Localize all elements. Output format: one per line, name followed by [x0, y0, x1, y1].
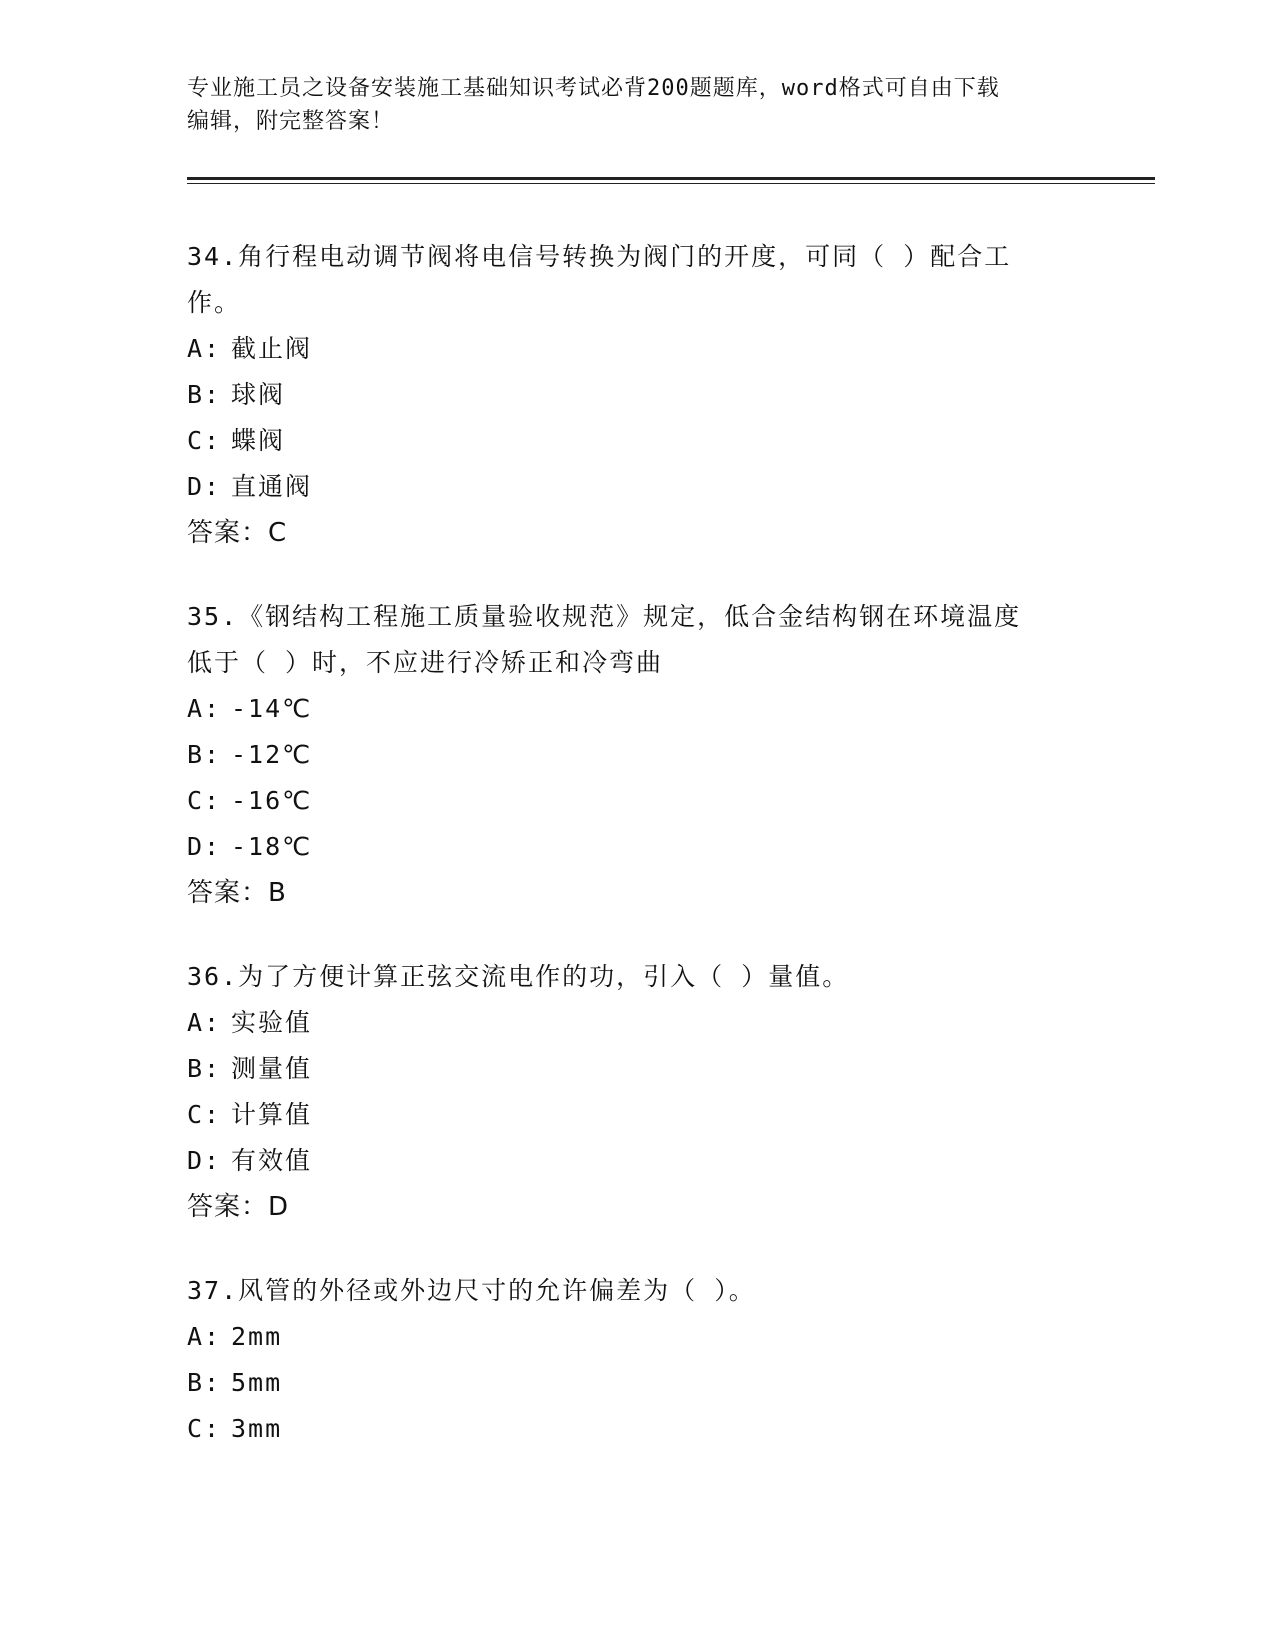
- question-35: [187, 594, 1087, 916]
- option-b: [187, 1046, 1087, 1092]
- option-letter: A:: [187, 334, 222, 363]
- option-text: 计算值: [231, 1100, 313, 1129]
- header-divider-thick: [187, 177, 1155, 180]
- option-b: [187, 372, 1087, 418]
- option-text: 有效值: [231, 1146, 313, 1175]
- option-text: 蝶阀: [231, 426, 286, 455]
- option-letter: A:: [187, 1322, 222, 1351]
- answer-line: 答案：B: [187, 878, 287, 908]
- option-letter: A:: [187, 694, 222, 723]
- option-letter: D:: [187, 832, 222, 861]
- header-title-line-2: 编辑，附完整答案！: [187, 109, 395, 134]
- option-letter: B:: [187, 1054, 222, 1083]
- question-34: [187, 234, 1087, 556]
- question-stem-line-1: 34.角行程电动调节阀将电信号转换为阀门的开度，可同（ ）配合工: [187, 242, 1012, 271]
- option-d: [187, 1138, 1087, 1184]
- option-letter: A:: [187, 1008, 222, 1037]
- option-letter: B:: [187, 1368, 222, 1397]
- option-text: -12℃: [231, 740, 313, 769]
- answer-line: 答案：D: [187, 1192, 290, 1222]
- option-c: [187, 1406, 1087, 1452]
- question-36: [187, 954, 1087, 1230]
- option-a: [187, 1314, 1087, 1360]
- option-text: 截止阀: [231, 334, 313, 363]
- question-stem: [187, 234, 1087, 326]
- question-stem-line-1: 36.为了方便计算正弦交流电作的功，引入（ ）量值。: [187, 962, 850, 991]
- option-b: [187, 732, 1087, 778]
- option-c: [187, 418, 1087, 464]
- question-stem-line-1: 35.《钢结构工程施工质量验收规范》规定，低合金结构钢在环境温度: [187, 602, 1022, 631]
- question-stem: [187, 954, 1087, 1000]
- option-letter: D:: [187, 1146, 222, 1175]
- option-letter: C:: [187, 1100, 222, 1129]
- option-text: -16℃: [231, 786, 313, 815]
- option-letter: B:: [187, 740, 222, 769]
- header-divider-thin: [187, 183, 1155, 184]
- option-text: 5mm: [231, 1368, 283, 1397]
- question-stem-line-1: 37.风管的外径或外边尺寸的允许偏差为（ ）。: [187, 1276, 756, 1305]
- option-text: -18℃: [231, 832, 313, 861]
- question-37: [187, 1268, 1087, 1452]
- option-a: [187, 686, 1087, 732]
- option-letter: C:: [187, 1414, 222, 1443]
- option-letter: C:: [187, 786, 222, 815]
- answer-line: 答案：C: [187, 518, 288, 548]
- option-letter: C:: [187, 426, 222, 455]
- question-stem: [187, 1268, 1087, 1314]
- option-a: [187, 1000, 1087, 1046]
- option-text: 3mm: [231, 1414, 283, 1443]
- document-header: [187, 72, 1087, 138]
- option-d: [187, 824, 1087, 870]
- option-d: [187, 464, 1087, 510]
- question-stem-line-2: 作。: [187, 288, 242, 317]
- option-letter: D:: [187, 472, 222, 501]
- option-a: [187, 326, 1087, 372]
- header-title-line-1: 专业施工员之设备安装施工基础知识考试必背200题题库，word格式可自由下载: [187, 76, 1000, 101]
- option-text: 2mm: [231, 1322, 283, 1351]
- option-letter: B:: [187, 380, 222, 409]
- option-text: 实验值: [231, 1008, 313, 1037]
- question-stem: [187, 594, 1087, 686]
- option-c: [187, 778, 1087, 824]
- option-text: 球阀: [231, 380, 286, 409]
- option-text: 测量值: [231, 1054, 313, 1083]
- question-stem-line-2: 低于（ ）时，不应进行冷矫正和冷弯曲: [187, 648, 664, 677]
- option-b: [187, 1360, 1087, 1406]
- option-text: -14℃: [231, 694, 313, 723]
- question-list: [187, 234, 1087, 1490]
- option-c: [187, 1092, 1087, 1138]
- option-text: 直通阀: [231, 472, 313, 501]
